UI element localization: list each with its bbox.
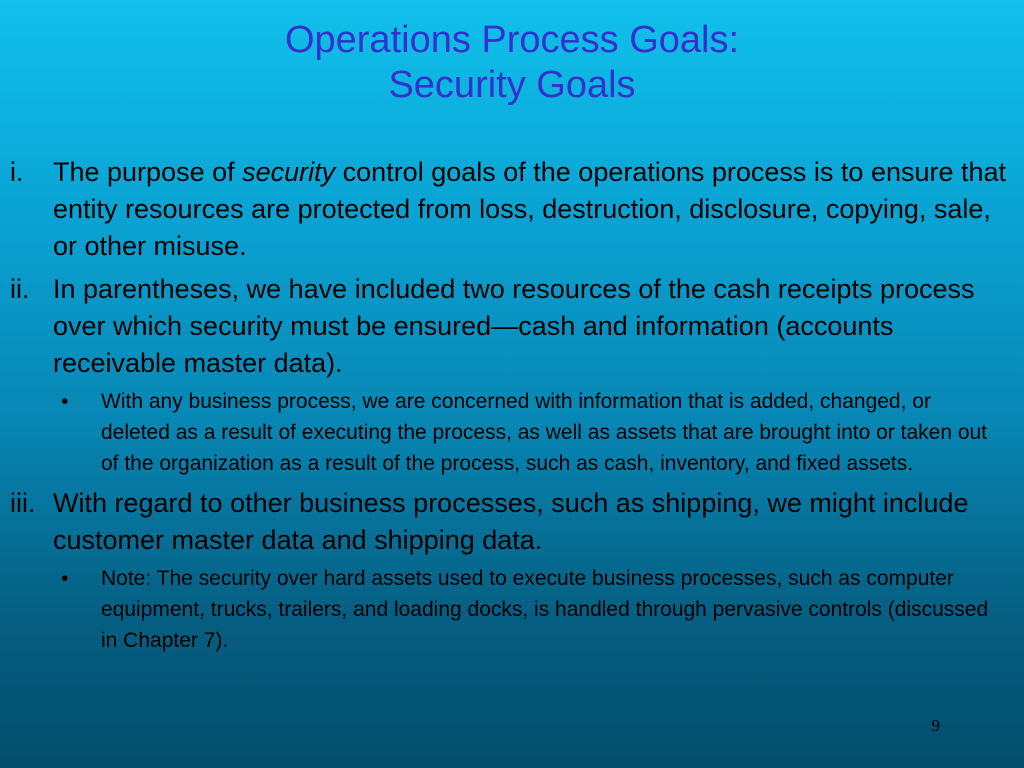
sub-bullet-text: Note: The security over hard assets used to execute business processes, such as computer equipment, trucks, trailers, and loading docks, is handled through pervasive controls (discussed in Chapter 7). xyxy=(101,567,989,652)
list-marker: iii. xyxy=(10,488,36,518)
emphasized-word: security xyxy=(242,157,336,187)
list-item-text xyxy=(53,154,1010,265)
sub-bullet-item xyxy=(10,563,1010,656)
list-item-i xyxy=(10,154,1010,265)
list-item-iii xyxy=(10,485,1010,559)
slide-body xyxy=(10,154,1010,662)
bullet-icon: • xyxy=(61,567,69,590)
bullet-icon: • xyxy=(61,390,69,413)
page-number: 9 xyxy=(931,716,940,735)
slide-title-line-1: Operations Process Goals: xyxy=(284,19,740,61)
text-after-emphasis: control goals of the operations process is to ensure that entity resources are protected from loss, destruction, disclosure, copying, sale, or other misuse. xyxy=(53,157,1007,261)
text-before-emphasis: The purpose of xyxy=(53,157,243,187)
list-item-text: In parentheses, we have included two resources of the cash receipts process over which security must be ensured—cash and information (accounts receivable master data). xyxy=(53,274,975,378)
list-item-text: With regard to other business processes, such as shipping, we might include customer master data and shipping data. xyxy=(53,488,969,555)
list-item-ii xyxy=(10,271,1010,382)
slide-title-line-2: Security Goals xyxy=(388,64,636,106)
slide-title xyxy=(0,18,1024,108)
sub-bullet-text: With any business process, we are concerned with information that is added, changed, or deleted as a result of executing the process, as well as assets that are brought into or taken out of the organization as a result of the process, such as cash, inventory, and fixed assets. xyxy=(101,390,988,475)
list-marker: ii. xyxy=(10,274,30,304)
list-marker: i. xyxy=(10,157,24,187)
sub-bullet-item xyxy=(10,386,1010,479)
